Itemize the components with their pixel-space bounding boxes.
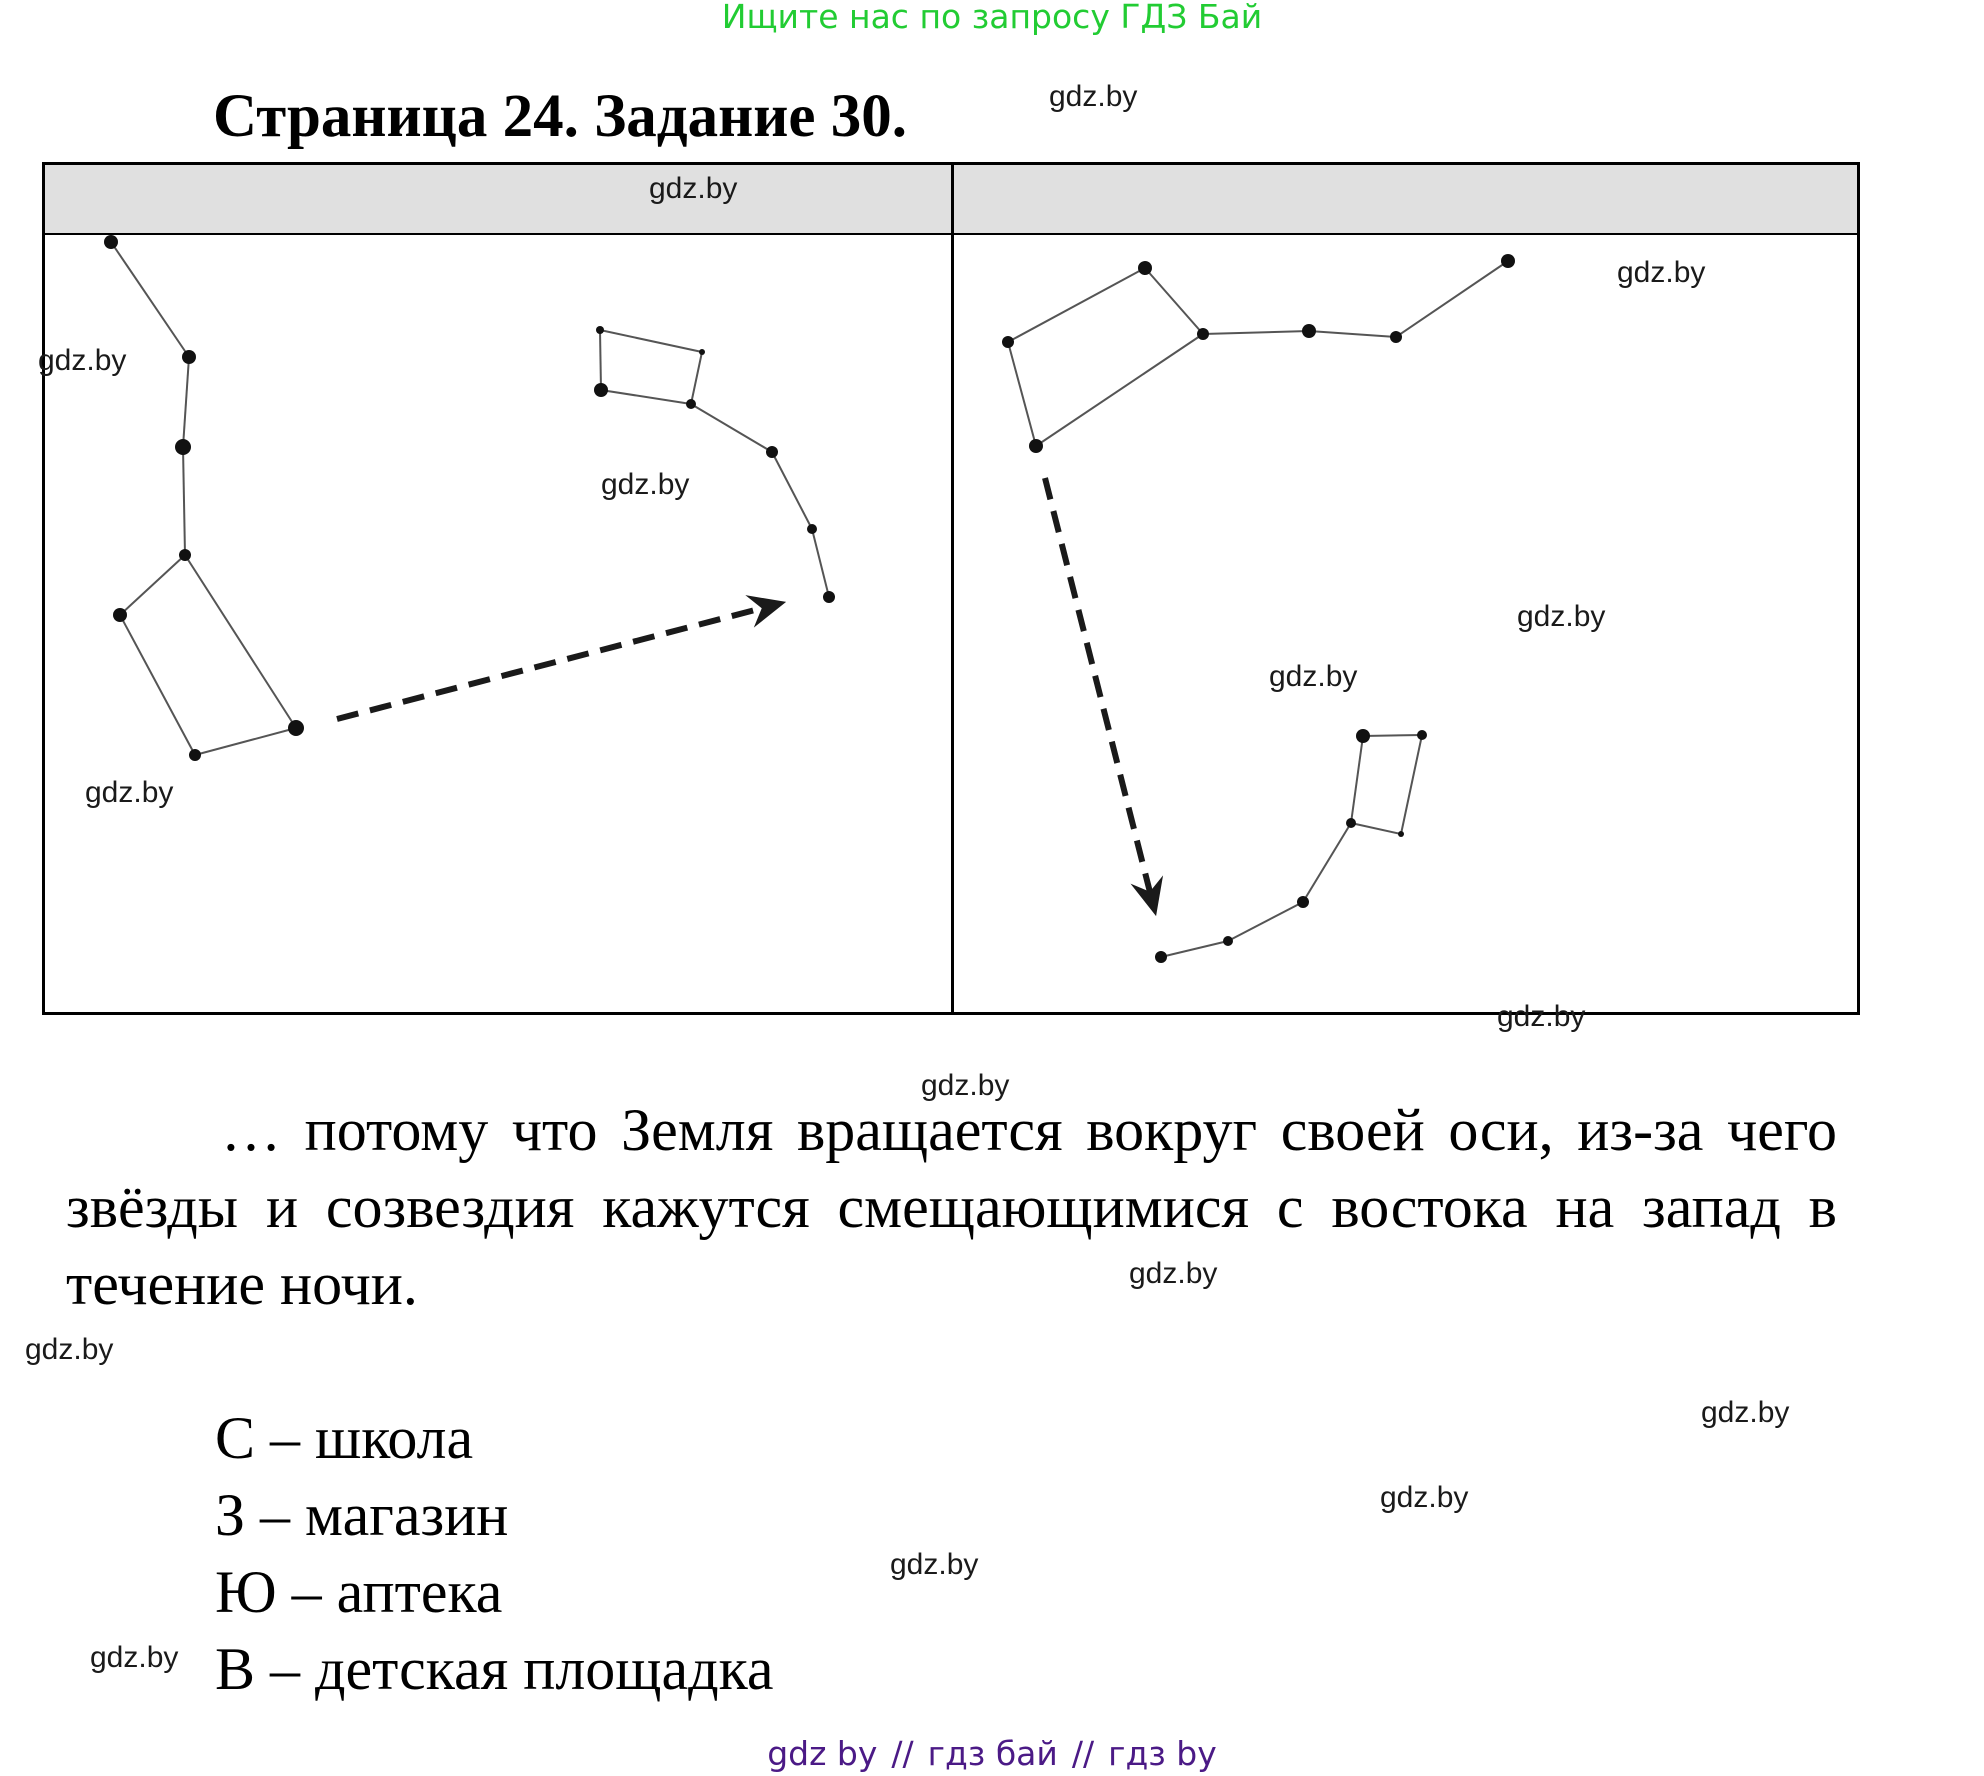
answer-paragraph <box>66 1092 1837 1323</box>
footer-separator: // <box>891 1734 914 1773</box>
watermark: gdz.by <box>1049 80 1138 113</box>
star-icon <box>1302 324 1316 338</box>
watermark: gdz.by <box>38 344 127 377</box>
constellation-line <box>183 447 185 555</box>
constellation-line <box>111 242 189 357</box>
constellation-line <box>601 390 691 404</box>
constellation-line <box>183 357 189 447</box>
watermark: gdz.by <box>85 776 174 809</box>
star-icon <box>1346 818 1356 828</box>
constellation-line <box>185 555 296 728</box>
star-icon <box>823 591 835 603</box>
legend-item-east: В – детская площадка <box>215 1636 774 1702</box>
star-icon <box>1138 261 1152 275</box>
star-icon <box>1297 896 1309 908</box>
star-icon <box>1155 951 1167 963</box>
constellation-line <box>600 330 702 352</box>
constellation-line <box>1036 334 1203 446</box>
constellation-line <box>691 352 702 404</box>
constellation-line <box>1351 823 1401 834</box>
constellation-line <box>1363 735 1422 736</box>
watermark: gdz.by <box>1380 1481 1469 1514</box>
constellation-line <box>1228 902 1303 941</box>
watermark: gdz.by <box>601 468 690 501</box>
star-icon <box>1029 439 1043 453</box>
watermark: gdz.by <box>1269 660 1358 693</box>
right-panel-diagram <box>1002 254 1515 963</box>
dashed-arrow-icon <box>337 604 778 719</box>
constellation-line <box>1161 941 1228 957</box>
star-icon <box>1417 730 1427 740</box>
star-icon <box>113 608 127 622</box>
paragraph-line-3: течение ночи. <box>66 1251 418 1317</box>
star-icon <box>1356 729 1370 743</box>
watermark: gdz.by <box>1497 1000 1586 1033</box>
star-icon <box>807 524 817 534</box>
constellation-line <box>691 404 772 452</box>
watermark: gdz.by <box>1129 1257 1218 1290</box>
star-icon <box>189 749 201 761</box>
constellation-line <box>1309 331 1396 337</box>
watermark: gdz.by <box>1701 1396 1790 1429</box>
star-icon <box>699 349 705 355</box>
star-icon <box>766 446 778 458</box>
star-icon <box>288 720 304 736</box>
footer-links <box>0 1734 1984 1774</box>
footer-link-gdz-by[interactable]: gdz by <box>767 1734 878 1773</box>
constellation-line <box>1396 261 1508 337</box>
star-icon <box>1197 328 1209 340</box>
watermark: gdz.by <box>649 172 738 205</box>
watermark: gdz.by <box>921 1069 1010 1102</box>
star-icon <box>1390 331 1402 343</box>
watermark: gdz.by <box>90 1641 179 1674</box>
constellation-line <box>1008 268 1145 342</box>
star-icon <box>1398 831 1404 837</box>
star-icon <box>596 326 604 334</box>
paragraph-line-2: звёзды и созвездия кажутся смещающимися с востока на запад в <box>66 1174 1837 1240</box>
constellation-line <box>772 452 812 529</box>
constellation-line <box>120 615 195 755</box>
legend-item-south: Ю – аптека <box>215 1559 503 1625</box>
constellation-line <box>1351 736 1363 823</box>
constellation-line <box>600 330 601 390</box>
legend-item-west: З – магазин <box>215 1482 509 1548</box>
paragraph-line-1: … потому что Земля вращается вокруг своей оси, из-за чего <box>221 1097 1837 1163</box>
constellation-line <box>1145 268 1203 334</box>
constellation-line <box>812 529 829 597</box>
banner-text: Ищите нас по запросу ГДЗ Бай <box>721 0 1263 36</box>
star-icon <box>182 350 196 364</box>
constellation-line <box>120 555 185 615</box>
star-icon <box>175 439 191 455</box>
footer-link-gdz-by-cyr[interactable]: гдз by <box>1108 1734 1217 1773</box>
watermark: gdz.by <box>25 1333 114 1366</box>
star-icon <box>1223 936 1233 946</box>
star-icon <box>1002 336 1014 348</box>
constellation-line <box>1401 735 1422 834</box>
footer-link-gdz-bai[interactable]: гдз бай <box>927 1734 1058 1773</box>
footer-separator: // <box>1071 1734 1095 1773</box>
star-icon <box>104 235 118 249</box>
star-icon <box>179 549 191 561</box>
constellation-line <box>195 728 296 755</box>
star-icon <box>686 399 696 409</box>
star-icon <box>594 383 608 397</box>
constellation-line <box>1203 331 1309 334</box>
constellation-line <box>1008 342 1036 446</box>
dashed-arrow-icon <box>1045 478 1154 908</box>
constellation-line <box>1303 823 1351 902</box>
watermark: gdz.by <box>1617 256 1706 289</box>
page-title: Страница 24. Задание 30. <box>213 83 907 150</box>
direction-legend <box>215 1400 774 1708</box>
star-icon <box>1501 254 1515 268</box>
watermark: gdz.by <box>890 1548 979 1581</box>
watermark: gdz.by <box>1517 600 1606 633</box>
left-panel-diagram <box>104 235 835 761</box>
legend-item-north: С – школа <box>215 1405 474 1471</box>
